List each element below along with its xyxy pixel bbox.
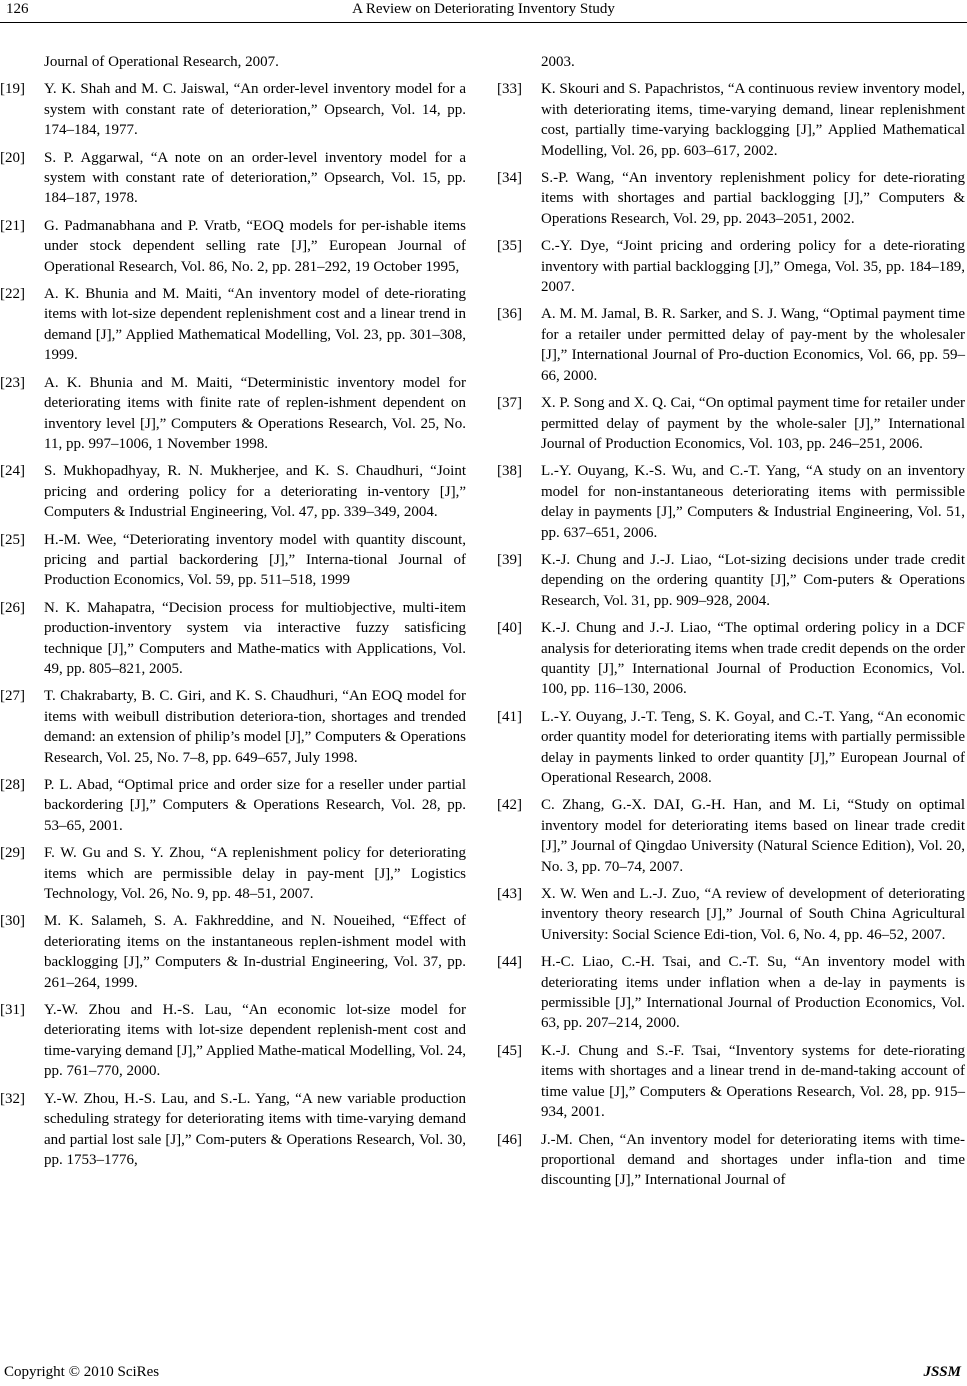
reference-number: [24] [0, 463, 25, 480]
reference-text: K.-J. Chung and J.-J. Liao, “Lot-sizing decisions under trade credit depending on the ordering quantity [J],” Com-puters & Operations Research, Vol. 31, pp. 909–928, 2004. [541, 551, 965, 609]
reference-item [497, 952, 965, 1034]
reference-item [497, 304, 965, 386]
reference-item [0, 530, 466, 591]
reference-text: H.-M. Wee, “Deteriorating inventory model with quantity discount, pricing and partial backordering [J],” Interna-tional Journal of Production Economics, Vol. 59, pp. 511–518, 1999 [44, 531, 466, 589]
reference-number: [36] [497, 306, 522, 323]
reference-number: [30] [0, 913, 25, 930]
reference-text: A. M. M. Jamal, B. R. Sarker, and S. J. Wang, “Optimal payment time for a retailer under permitted delay of pay-ment by the wholesaler [J],” International Journal of Pro-duction Economics, Vol. 66, pp. 59–66, 2000. [541, 306, 965, 384]
journal-abbreviation: JSSM [923, 1364, 961, 1380]
reference-text: S. Mukhopadhyay, R. N. Mukherjee, and K. S. Chaudhuri, “Joint pricing and ordering policy for a deteriorating in-ventory [J],” Computers & Industrial Engineering, Vol. 47, pp. 339–349, 2004. [44, 463, 466, 521]
reference-item [0, 1089, 466, 1171]
reference-number: [21] [0, 217, 25, 234]
reference-item [497, 884, 965, 945]
reference-list-left [0, 79, 466, 1170]
header-rule [0, 22, 967, 23]
reference-text: K.-J. Chung and S.-F. Tsai, “Inventory systems for dete-riorating items with shortages and a linear trend in de-mand-taking account of time value [J],” Computers & Operations Research, Vol. 28, pp. 915–934, 2001. [541, 1042, 965, 1121]
reference-number: [37] [497, 395, 522, 412]
reference-text: C. Zhang, G.-X. DAI, G.-H. Han, and M. Li, “Study on optimal inventory model for deteriorating items based on linear trade credit [J],” Journal of Qingdao University (Natural Science Edition), Vol. 20, No. 3, pp. 70–74, 2007. [541, 797, 965, 875]
reference-item [497, 79, 965, 161]
reference-text: M. K. Salameh, S. A. Fakhreddine, and N. Noueihed, “Effect of deteriorating items on the instantaneous replen-ishment model with backlogging [J],” Computers & In-dustrial Engineering, Vol. 37, pp. 261–264, 1999. [44, 913, 466, 991]
reference-item [497, 550, 965, 611]
reference-item [497, 461, 965, 543]
reference-item [497, 618, 965, 700]
reference-text: F. W. Gu and S. Y. Zhou, “A replenishment policy for deteriorating items which are permissible delay in pay-ment [J],” Logistics Technology, Vol. 26, No. 9, pp. 48–51, 2007. [44, 845, 466, 903]
reference-number: [25] [0, 531, 25, 548]
reference-item [0, 775, 466, 836]
reference-number: [42] [497, 797, 522, 814]
page-number: 126 [6, 1, 29, 17]
reference-number: [32] [0, 1090, 25, 1107]
reference-text: L.-Y. Ouyang, K.-S. Wu, and C.-T. Yang, “A study on an inventory model for non-instantaneous deteriorating items with permissible delay in payments [J],” Computers & Industrial Engineering, Vol. 51, pp. 637–651, 2006. [541, 463, 965, 541]
reference-number: [33] [497, 81, 522, 98]
reference-number: [45] [497, 1042, 522, 1059]
reference-text: T. Chakrabarty, B. C. Giri, and K. S. Chaudhuri, “An EOQ model for items with weibull distribution deteriora-tion, shortages and trended demand: an extension of philip’s model [J],” Computers & Operations Research, Vol. 25, No. 7–8, pp. 649–657, July 1998. [44, 688, 466, 766]
reference-item [0, 598, 466, 680]
right-column [497, 52, 965, 1198]
reference-item [497, 393, 965, 454]
reference-text: Y.-W. Zhou, H.-S. Lau, and S.-L. Yang, “A new variable production scheduling strategy for deteriorating items with time-varying demand and partial lost sale [J],” Com-puters & Operations Research, Vol. 30, pp. 1753–1776, [44, 1090, 466, 1168]
reference-continuation: Journal of Operational Research, 2007. [44, 54, 279, 70]
reference-text: K.-J. Chung and J.-J. Liao, “The optimal ordering policy in a DCF analysis for deteriorating items when trade credit depends on the order quantity [J],” International Journal of Production Economics, Vol. 100, pp. 116–130, 2006. [541, 620, 965, 698]
reference-number: [43] [497, 886, 522, 903]
reference-text: S.-P. Wang, “An inventory replenishment policy for dete-riorating items with shortages and partial backlogging [J],” Computers & Operations Research, Vol. 29, pp. 2043–2051, 2002. [541, 170, 965, 227]
reference-number: [26] [0, 599, 25, 616]
reference-item [0, 1000, 466, 1082]
reference-number: [44] [497, 954, 522, 971]
reference-number: [22] [0, 286, 25, 303]
reference-number: [41] [497, 708, 522, 725]
reference-number: [27] [0, 688, 25, 705]
reference-text: L.-Y. Ouyang, J.-T. Teng, S. K. Goyal, and C.-T. Yang, “An economic order quantity model for deteriorating items with partially permissible delay in payments linked to order quantity [J],” European Journal of Operational Research, 2008. [541, 708, 965, 786]
reference-text: Y. K. Shah and M. C. Jaiswal, “An order-level inventory model for a system with constant rate of deterioration,” Opsearch, Vol. 14, pp. 174–184, 1977. [44, 81, 466, 139]
reference-item [497, 1130, 965, 1191]
reference-number: [34] [497, 170, 522, 187]
reference-text: A. K. Bhunia and M. Maiti, “An inventory model of dete-riorating items with lot-size dependent replenishment cost and a linear trend in demand [J],” Applied Mathematical Modelling, Vol. 23, pp. 301–308, 1999. [44, 286, 466, 364]
running-title: A Review on Deteriorating Inventory Study [352, 1, 615, 17]
reference-item [497, 707, 965, 789]
reference-text: S. P. Aggarwal, “A note on an order-level inventory model for a system with constant rate of deterioration,” Opsearch, Vol. 15, pp. 184–187, 1978. [44, 149, 466, 207]
reference-number: [46] [497, 1131, 522, 1148]
reference-item [0, 148, 466, 209]
reference-item [497, 168, 965, 229]
reference-item [497, 795, 965, 877]
page-footer [0, 1362, 967, 1384]
reference-number: [19] [0, 81, 25, 98]
reference-item [0, 284, 466, 366]
reference-number: [40] [497, 620, 522, 637]
reference-text: K. Skouri and S. Papachristos, “A continuous review inventory model, with deteriorating items, time-varying demand, linear replenishment cost, partially time-varying backlogging [J],” Applied Mathematical Modelling, Vol. 26, pp. 603–617, 2002. [541, 81, 965, 159]
reference-continuation: 2003. [541, 54, 575, 70]
reference-item [497, 236, 965, 297]
reference-number: [23] [0, 374, 25, 391]
reference-list-right [497, 79, 965, 1190]
reference-number: [28] [0, 777, 25, 793]
reference-number: [35] [497, 238, 522, 255]
reference-text: Y.-W. Zhou and H.-S. Lau, “An economic lot-size model for deteriorating items with lot-size dependent replenish-ment cost and time-varying demand [J],” Applied Mathe-matical Modelling, Vol. 24, pp. 761–770, 2000. [44, 1002, 466, 1080]
reference-text: N. K. Mahapatra, “Decision process for multiobjective, multi-item production-inventory system via interactive fuzzy satisficing technique [J],” Computers and Mathe-matics with Applications, Vol. 49, pp. 805–821, 2005. [44, 599, 466, 677]
reference-number: [20] [0, 149, 25, 166]
left-column [0, 52, 466, 1177]
reference-text: G. Padmanabhana and P. Vratb, “EOQ models for per-ishable items under stock dependent selling rate [J],” European Journal of Operational Research, Vol. 86, No. 2, pp. 281–292, 19 October 1995, [44, 217, 466, 275]
reference-item [497, 1041, 965, 1123]
reference-text: J.-M. Chen, “An inventory model for deteriorating items with time-proportional demand and shortages under infla-tion and time discounting [J],” International Journal of [541, 1131, 965, 1189]
reference-item [0, 79, 466, 140]
reference-text: C.-Y. Dye, “Joint pricing and ordering policy for a dete-riorating inventory with partial backlogging [J],” Omega, Vol. 35, pp. 184–189, 2007. [541, 238, 965, 296]
reference-number: [31] [0, 1002, 25, 1019]
copyright-notice: Copyright © 2010 SciRes [4, 1364, 160, 1380]
reference-item [0, 686, 466, 768]
reference-item [0, 373, 466, 455]
reference-number: [29] [0, 845, 25, 862]
reference-text: P. L. Abad, “Optimal price and order size for a reseller under partial backordering [J],” Computers & Operations Research, Vol. 28, pp. 53–65, 2001. [44, 777, 466, 834]
reference-item [0, 911, 466, 993]
page-header [0, 0, 967, 24]
reference-item [0, 216, 466, 277]
reference-number: [39] [497, 551, 522, 568]
reference-item [0, 843, 466, 904]
reference-text: H.-C. Liao, C.-H. Tsai, and C.-T. Su, “An inventory model with deteriorating items under inflation when a de-lay in payments is permissible [J],” International Journal of Production Economics, Vol. 63, pp. 207–214, 2000. [541, 954, 965, 1032]
reference-text: X. W. Wen and L.-J. Zuo, “A review of development of deteriorating inventory theory research [J],” Journal of South China Agricultural University: Social Science Edi-tion, Vol. 6, No. 4, pp. 46–52, 2007. [541, 886, 965, 943]
reference-item [0, 461, 466, 522]
reference-text: X. P. Song and X. Q. Cai, “On optimal payment time for retailer under permitted delay of payment by the whole-saler [J],” International Journal of Production Economics, Vol. 103, pp. 246–251, 2006. [541, 395, 965, 452]
reference-text: A. K. Bhunia and M. Maiti, “Deterministic inventory model for deteriorating items with finite rate of replen-ishment dependent on inventory level [J],” Computers & Operations Research, Vol. 25, No. 11, pp. 997–1006, 1 November 1998. [44, 374, 466, 452]
reference-number: [38] [497, 463, 522, 480]
